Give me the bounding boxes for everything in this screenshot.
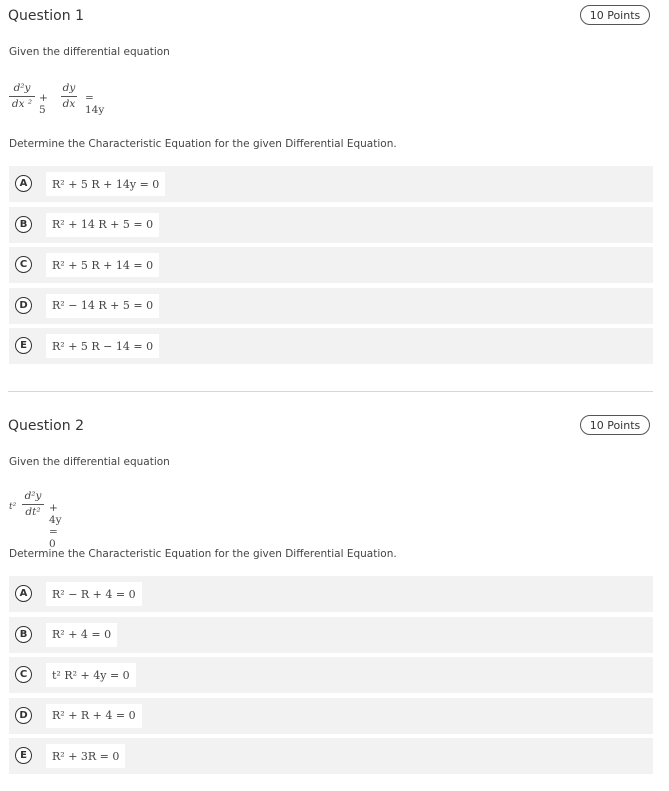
answer-option-c[interactable] (9, 657, 653, 693)
answer-option-e[interactable] (9, 328, 653, 364)
question-title: Question 2 (8, 418, 84, 434)
option-letter-badge: D (15, 707, 32, 724)
answer-option-c[interactable] (9, 247, 653, 283)
answer-options (9, 166, 653, 369)
equation-coefficient: t² (9, 502, 17, 512)
second-derivative-fraction: d²y dt² (22, 490, 44, 519)
option-text: R² − 14 R + 5 = 0 (46, 294, 159, 318)
option-letter-badge: B (15, 626, 32, 643)
question-instruction: Determine the Characteristic Equation for the given Differential Equation. (9, 548, 397, 560)
question-divider (8, 391, 653, 392)
answer-option-d[interactable] (9, 698, 653, 734)
question-title: Question 1 (8, 8, 84, 24)
option-letter-badge: A (15, 175, 32, 192)
answer-options (9, 576, 653, 779)
answer-option-a[interactable] (9, 166, 653, 202)
question-prompt: Given the differential equation (9, 456, 170, 468)
second-derivative-fraction: d²y dx ² (9, 82, 35, 111)
answer-option-d[interactable] (9, 288, 653, 324)
option-letter-badge: E (15, 747, 32, 764)
option-letter-badge: B (15, 216, 32, 233)
option-text: R² + 5 R + 14 = 0 (46, 253, 159, 277)
answer-option-b[interactable] (9, 617, 653, 653)
coefficient-term: + 5 (39, 92, 48, 116)
answer-option-e[interactable] (9, 738, 653, 774)
option-text: R² + 5 R + 14y = 0 (46, 172, 165, 196)
answer-option-a[interactable] (9, 576, 653, 612)
equation-rhs: = 14y (85, 92, 105, 116)
points-badge: 10 Points (580, 415, 650, 435)
option-letter-badge: D (15, 297, 32, 314)
option-letter-badge: C (15, 666, 32, 683)
option-text: t² R² + 4y = 0 (46, 663, 136, 687)
points-badge: 10 Points (580, 5, 650, 25)
option-text: R² + 14 R + 5 = 0 (46, 213, 159, 237)
option-text: R² + 3R = 0 (46, 744, 125, 768)
option-text: R² + R + 4 = 0 (46, 704, 142, 728)
option-text: R² − R + 4 = 0 (46, 582, 142, 606)
option-letter-badge: E (15, 337, 32, 354)
option-text: R² + 4 = 0 (46, 623, 117, 647)
equation-rest: + 4y = 0 (49, 502, 62, 550)
option-letter-badge: A (15, 585, 32, 602)
option-text: R² + 5 R − 14 = 0 (46, 334, 159, 358)
answer-option-b[interactable] (9, 207, 653, 243)
question-prompt: Given the differential equation (9, 46, 170, 58)
option-letter-badge: C (15, 256, 32, 273)
first-derivative-fraction: dy dx (62, 82, 76, 110)
question-instruction: Determine the Characteristic Equation for the given Differential Equation. (9, 138, 397, 150)
